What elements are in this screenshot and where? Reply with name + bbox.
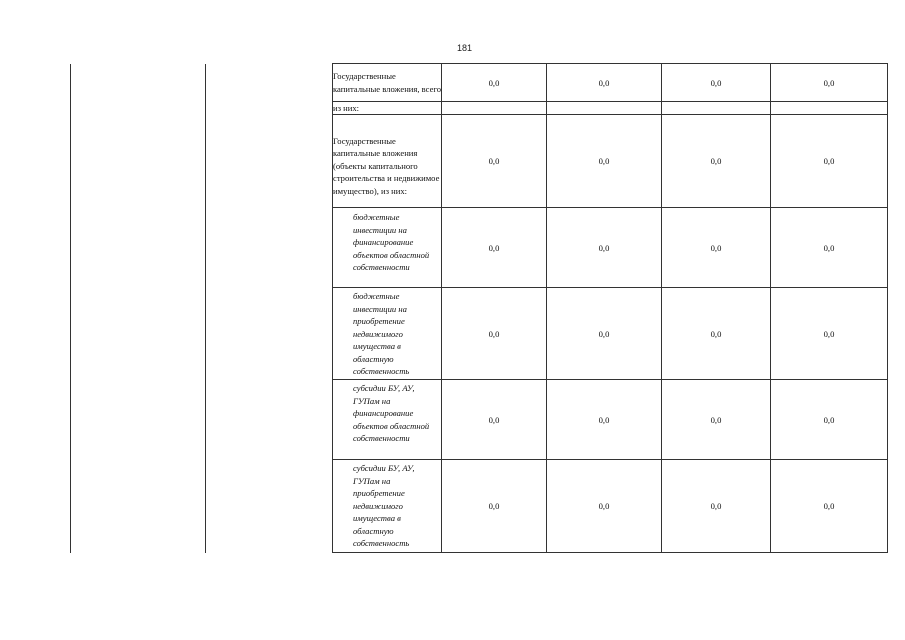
value-cell	[547, 102, 662, 115]
value-cell	[771, 102, 888, 115]
value-cell: 0,0	[442, 64, 547, 102]
value-cell: 0,0	[662, 115, 771, 208]
table-row	[333, 208, 888, 288]
value-cell: 0,0	[547, 288, 662, 380]
value-cell: 0,0	[442, 115, 547, 208]
value-cell: 0,0	[771, 380, 888, 460]
table-row	[333, 460, 888, 553]
row-label: Государственные капитальные вложения (объекты капитального строительства и недвижимое имущество), из них:	[333, 115, 442, 208]
value-cell: 0,0	[547, 208, 662, 288]
page-number: 181	[457, 43, 473, 53]
value-cell: 0,0	[662, 460, 771, 553]
value-cell	[662, 102, 771, 115]
value-cell: 0,0	[662, 208, 771, 288]
value-cell: 0,0	[442, 288, 547, 380]
row-label: субсидии БУ, АУ, ГУПам на финансирование объектов областной собственности	[333, 380, 442, 460]
table-row	[333, 288, 888, 380]
row-label: Государственные капитальные вложения, всего	[333, 64, 442, 102]
table-row	[333, 380, 888, 460]
value-cell: 0,0	[442, 208, 547, 288]
value-cell: 0,0	[547, 380, 662, 460]
value-cell: 0,0	[547, 64, 662, 102]
row-label: бюджетные инвестиции на приобретение недвижимого имущества в областную собственность	[333, 288, 442, 380]
value-cell: 0,0	[547, 460, 662, 553]
value-cell: 0,0	[442, 460, 547, 553]
value-cell: 0,0	[662, 380, 771, 460]
value-cell: 0,0	[662, 288, 771, 380]
value-cell: 0,0	[771, 460, 888, 553]
table-row	[333, 115, 888, 208]
left-column-border-1	[70, 64, 71, 553]
left-column-border-2	[205, 64, 206, 553]
value-cell: 0,0	[771, 288, 888, 380]
value-cell: 0,0	[771, 208, 888, 288]
value-cell: 0,0	[662, 64, 771, 102]
capital-investments-table	[332, 63, 888, 553]
table-row	[333, 102, 888, 115]
value-cell: 0,0	[771, 64, 888, 102]
row-label: субсидии БУ, АУ, ГУПам на приобретение недвижимого имущества в областную собственность	[333, 460, 442, 553]
row-label: из них:	[333, 102, 442, 115]
value-cell: 0,0	[547, 115, 662, 208]
value-cell: 0,0	[442, 380, 547, 460]
row-label: бюджетные инвестиции на финансирование объектов областной собственности	[333, 208, 442, 288]
table-row	[333, 64, 888, 102]
value-cell: 0,0	[771, 115, 888, 208]
value-cell	[442, 102, 547, 115]
